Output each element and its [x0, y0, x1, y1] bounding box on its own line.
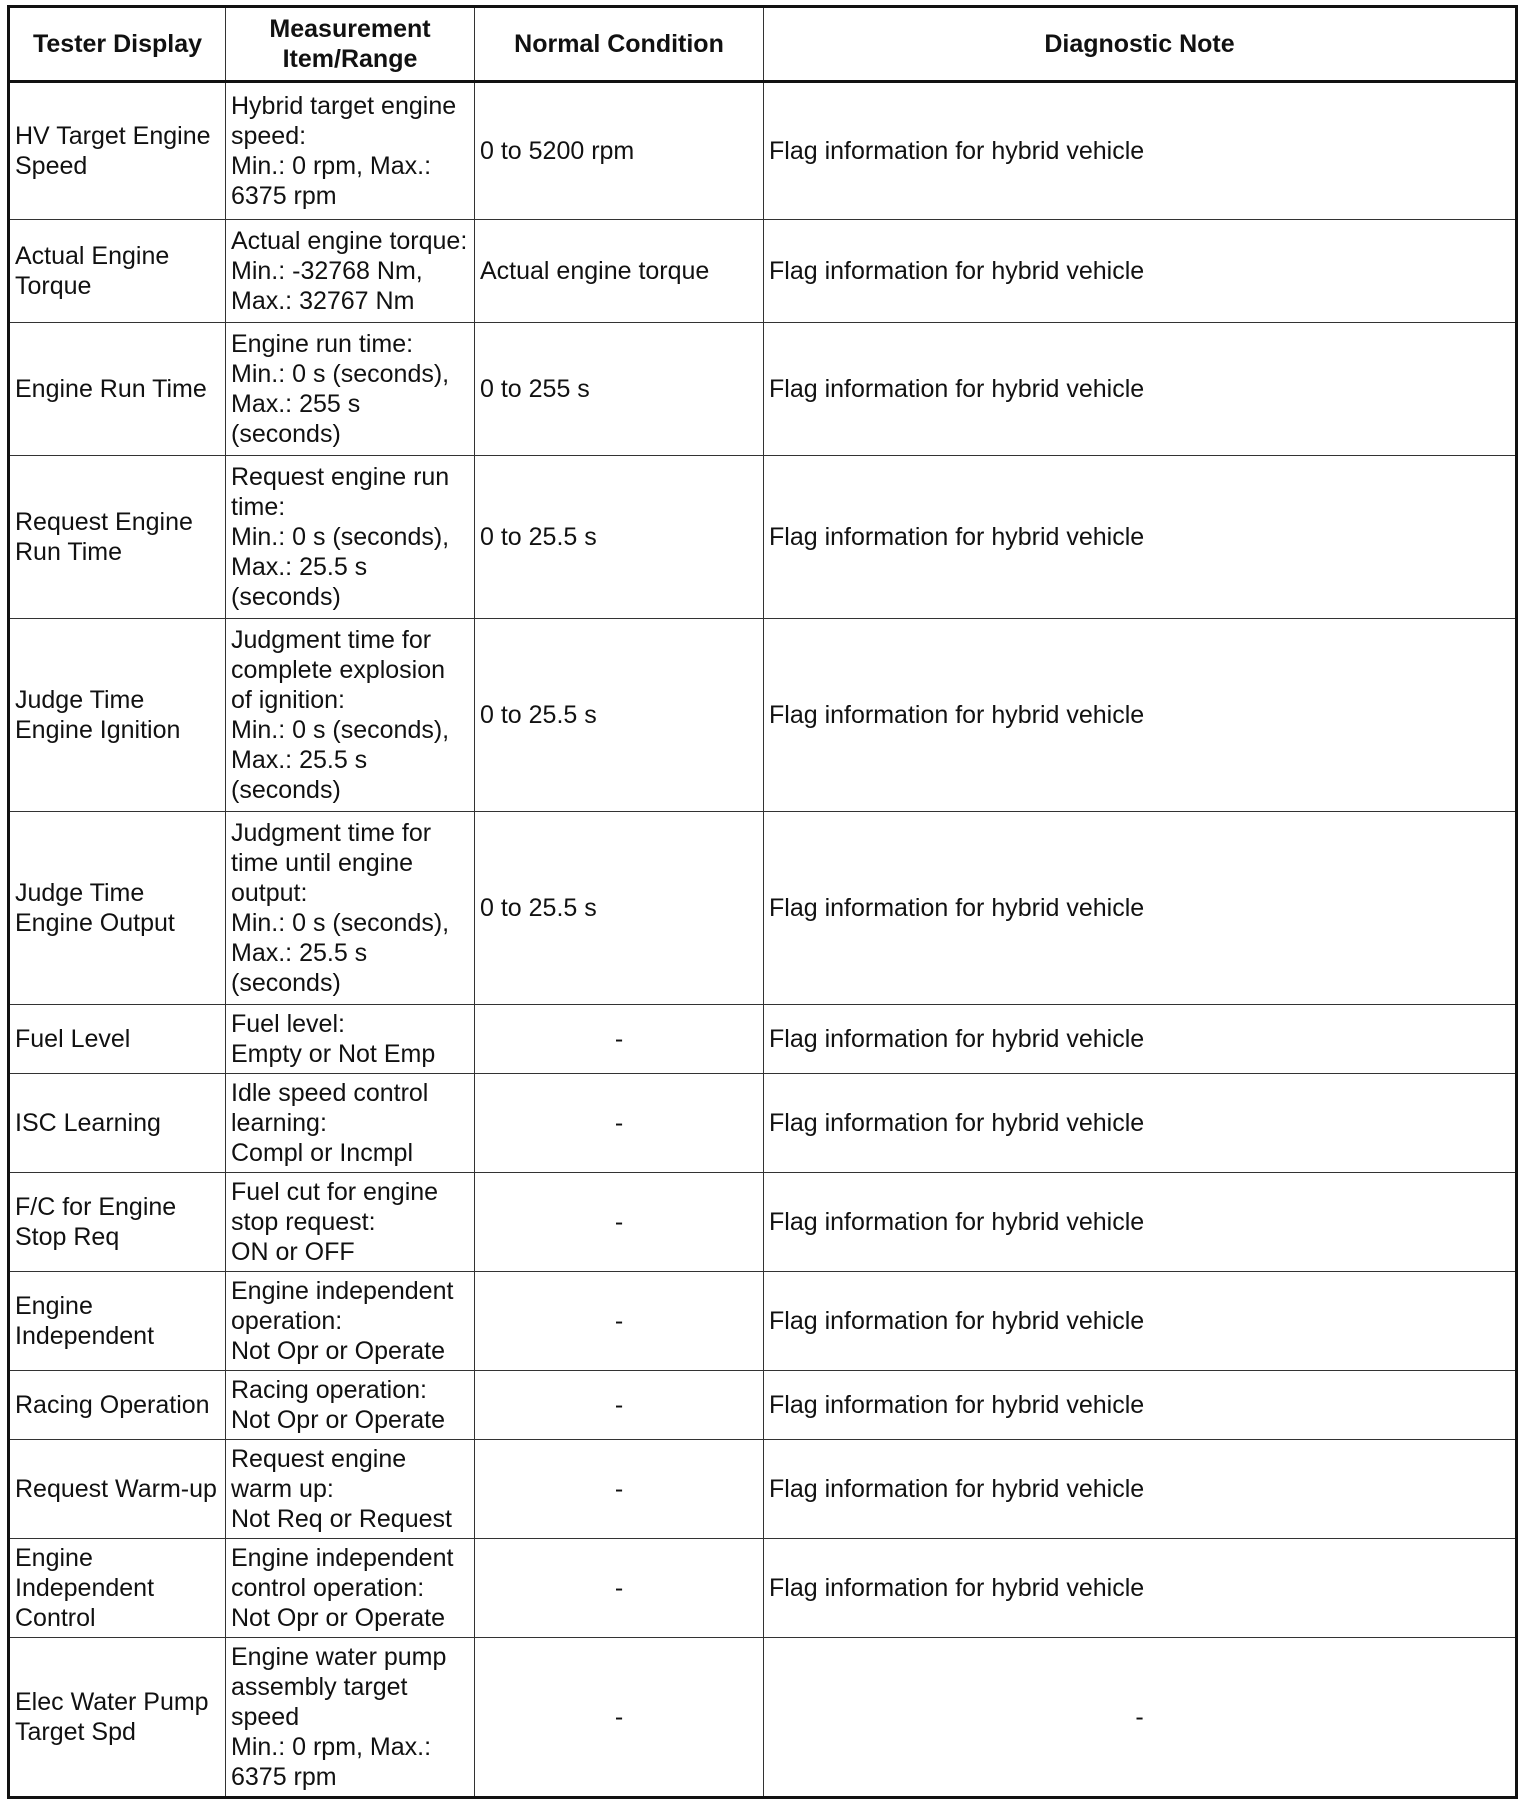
cell-tester-display: Engine Independent Control: [9, 1539, 226, 1638]
cell-tester-display: Fuel Level: [9, 1005, 226, 1074]
cell-normal-condition: Actual engine torque: [475, 220, 764, 323]
cell-tester-display: Judge Time Engine Output: [9, 812, 226, 1005]
header-measurement: Measurement Item/Range: [226, 7, 475, 82]
table-row: [9, 1440, 1517, 1539]
cell-normal-condition: -: [475, 1539, 764, 1638]
cell-diagnostic-note: -: [764, 1638, 1517, 1798]
cell-normal-condition: -: [475, 1173, 764, 1272]
cell-diagnostic-note: Flag information for hybrid vehicle: [764, 1074, 1517, 1173]
cell-diagnostic-note: Flag information for hybrid vehicle: [764, 1371, 1517, 1440]
cell-diagnostic-note: Flag information for hybrid vehicle: [764, 619, 1517, 812]
cell-normal-condition: -: [475, 1272, 764, 1371]
table-row: [9, 456, 1517, 619]
cell-tester-display: Judge Time Engine Ignition: [9, 619, 226, 812]
table-row: [9, 82, 1517, 220]
data-list-table: [7, 5, 1518, 1799]
header-tester-display: Tester Display: [9, 7, 226, 82]
cell-normal-condition: 0 to 5200 rpm: [475, 82, 764, 220]
cell-measurement-range: Engine run time: Min.: 0 s (seconds), Max.: 255 s (seconds): [226, 323, 475, 456]
cell-measurement-range: Engine water pump assembly target speed Min.: 0 rpm, Max.: 6375 rpm: [226, 1638, 475, 1798]
cell-normal-condition: -: [475, 1638, 764, 1798]
cell-measurement-range: Racing operation: Not Opr or Operate: [226, 1371, 475, 1440]
table-row: [9, 1371, 1517, 1440]
cell-tester-display: HV Target Engine Speed: [9, 82, 226, 220]
header-normal-condition: Normal Condition: [475, 7, 764, 82]
table-row: [9, 323, 1517, 456]
cell-tester-display: Engine Independent: [9, 1272, 226, 1371]
table-row: [9, 1173, 1517, 1272]
table-row: [9, 812, 1517, 1005]
cell-measurement-range: Hybrid target engine speed: Min.: 0 rpm, Max.: 6375 rpm: [226, 82, 475, 220]
cell-tester-display: Request Warm-up: [9, 1440, 226, 1539]
cell-normal-condition: -: [475, 1005, 764, 1074]
cell-measurement-range: Engine independent operation: Not Opr or Operate: [226, 1272, 475, 1371]
cell-normal-condition: 0 to 25.5 s: [475, 619, 764, 812]
cell-tester-display: Request Engine Run Time: [9, 456, 226, 619]
cell-measurement-range: Judgment time for time until engine output: Min.: 0 s (seconds), Max.: 25.5 s (seconds): [226, 812, 475, 1005]
table-row: [9, 619, 1517, 812]
cell-diagnostic-note: Flag information for hybrid vehicle: [764, 1173, 1517, 1272]
cell-diagnostic-note: Flag information for hybrid vehicle: [764, 82, 1517, 220]
cell-tester-display: F/C for Engine Stop Req: [9, 1173, 226, 1272]
cell-measurement-range: Idle speed control learning: Compl or Incmpl: [226, 1074, 475, 1173]
cell-tester-display: Elec Water Pump Target Spd: [9, 1638, 226, 1798]
cell-measurement-range: Judgment time for complete explosion of ignition: Min.: 0 s (seconds), Max.: 25.5 s (seconds): [226, 619, 475, 812]
header-diagnostic-note: Diagnostic Note: [764, 7, 1517, 82]
cell-diagnostic-note: Flag information for hybrid vehicle: [764, 220, 1517, 323]
cell-normal-condition: -: [475, 1371, 764, 1440]
cell-normal-condition: -: [475, 1440, 764, 1539]
cell-measurement-range: Request engine warm up: Not Req or Request: [226, 1440, 475, 1539]
cell-tester-display: Engine Run Time: [9, 323, 226, 456]
cell-diagnostic-note: Flag information for hybrid vehicle: [764, 456, 1517, 619]
cell-diagnostic-note: Flag information for hybrid vehicle: [764, 1005, 1517, 1074]
cell-tester-display: Actual Engine Torque: [9, 220, 226, 323]
header-row: [9, 7, 1517, 82]
cell-normal-condition: 0 to 25.5 s: [475, 812, 764, 1005]
table-row: [9, 220, 1517, 323]
cell-measurement-range: Fuel cut for engine stop request: ON or OFF: [226, 1173, 475, 1272]
cell-measurement-range: Actual engine torque: Min.: -32768 Nm, Max.: 32767 Nm: [226, 220, 475, 323]
table-body: [9, 82, 1517, 1798]
cell-normal-condition: 0 to 25.5 s: [475, 456, 764, 619]
cell-normal-condition: -: [475, 1074, 764, 1173]
table-row: [9, 1074, 1517, 1173]
table-row: [9, 1005, 1517, 1074]
cell-measurement-range: Engine independent control operation: Not Opr or Operate: [226, 1539, 475, 1638]
cell-measurement-range: Fuel level: Empty or Not Emp: [226, 1005, 475, 1074]
cell-tester-display: Racing Operation: [9, 1371, 226, 1440]
cell-diagnostic-note: Flag information for hybrid vehicle: [764, 323, 1517, 456]
cell-normal-condition: 0 to 255 s: [475, 323, 764, 456]
table-row: [9, 1638, 1517, 1798]
cell-measurement-range: Request engine run time: Min.: 0 s (seconds), Max.: 25.5 s (seconds): [226, 456, 475, 619]
cell-tester-display: ISC Learning: [9, 1074, 226, 1173]
cell-diagnostic-note: Flag information for hybrid vehicle: [764, 1440, 1517, 1539]
table-row: [9, 1272, 1517, 1371]
cell-diagnostic-note: Flag information for hybrid vehicle: [764, 1539, 1517, 1638]
table-row: [9, 1539, 1517, 1638]
cell-diagnostic-note: Flag information for hybrid vehicle: [764, 1272, 1517, 1371]
cell-diagnostic-note: Flag information for hybrid vehicle: [764, 812, 1517, 1005]
